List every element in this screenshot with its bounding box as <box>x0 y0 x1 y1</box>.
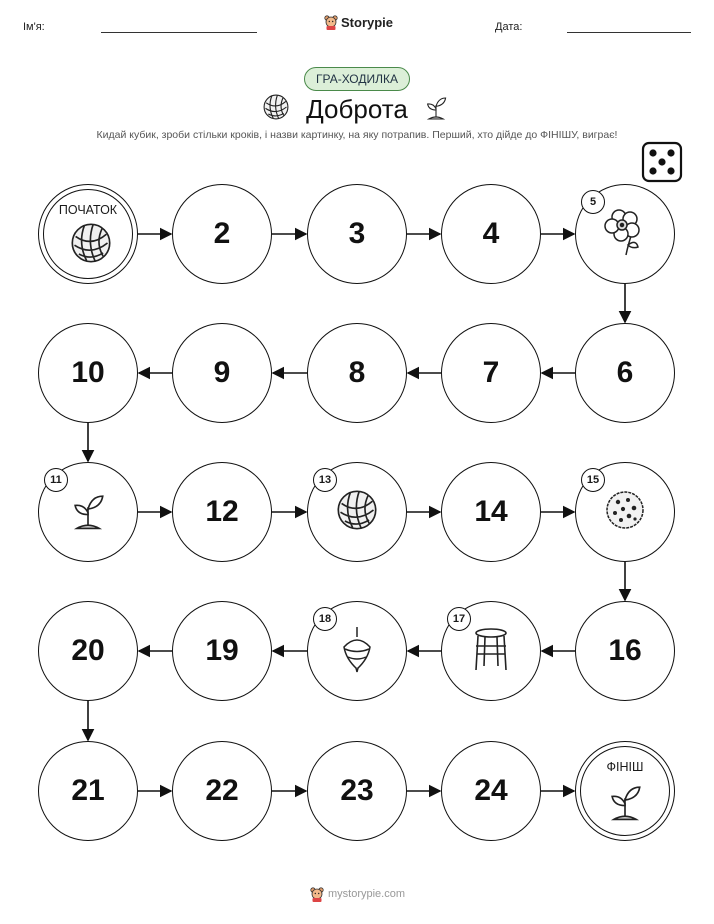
brand-name: Storypie <box>341 14 394 30</box>
board-cell-8 <box>307 323 407 423</box>
cookie-icon <box>604 489 646 536</box>
board-cell-17 <box>441 601 541 701</box>
board-cell-21 <box>38 741 138 841</box>
cell-number: 9 <box>213 356 231 389</box>
board-cell-10 <box>38 323 138 423</box>
board-cell-6 <box>575 323 675 423</box>
footer-url: mystorypie.com <box>328 888 406 900</box>
page-title: Доброта <box>306 94 408 124</box>
board-cell-14 <box>441 462 541 562</box>
cell-number: 6 <box>616 356 634 389</box>
spinning-top-icon <box>340 625 374 678</box>
board-cell-7 <box>441 323 541 423</box>
flower-icon <box>602 207 648 262</box>
board-cell-2 <box>172 184 272 284</box>
board-cell-24 <box>441 741 541 841</box>
board-cell-23 <box>307 741 407 841</box>
start-cell <box>38 184 138 284</box>
board-cell-9 <box>172 323 272 423</box>
board-cell-19 <box>172 601 272 701</box>
finish-cell <box>575 741 675 841</box>
cell-number: 23 <box>340 774 374 807</box>
cell-number: 8 <box>348 356 366 389</box>
footer <box>310 886 405 902</box>
cell-number-tag: 5 <box>581 190 605 214</box>
cell-number: 3 <box>348 217 366 250</box>
cell-number: 12 <box>205 495 239 528</box>
board-cell-12 <box>172 462 272 562</box>
cell-number-tag: 11 <box>44 468 68 492</box>
cell-number: 21 <box>71 774 105 807</box>
cell-number: 7 <box>482 356 500 389</box>
start-label: ПОЧАТОК <box>58 203 118 217</box>
bear-mascot-icon <box>310 886 324 902</box>
cell-number: 22 <box>205 774 239 807</box>
cell-number-tag: 15 <box>581 468 605 492</box>
stool-icon <box>471 626 511 677</box>
cell-number-tag: 13 <box>313 468 337 492</box>
cell-number: 14 <box>474 495 508 528</box>
cell-number: 2 <box>213 217 231 250</box>
cell-number-tag: 18 <box>313 607 337 631</box>
board-cell-18 <box>307 601 407 701</box>
name-label: Ім'я: <box>23 21 45 33</box>
cell-number: 16 <box>608 634 642 667</box>
cell-number: 10 <box>71 356 105 389</box>
yarn-ball-icon <box>335 488 379 537</box>
cell-number: 20 <box>71 634 105 667</box>
sprout-icon <box>606 778 644 829</box>
board-cell-5 <box>575 184 675 284</box>
instructions-text: Кидай кубик, зроби стільки кроків, і назви картинку, на яку потрапив. Перший, хто дійде до ФІНІШУ, виграє! <box>96 129 618 141</box>
board-cell-22 <box>172 741 272 841</box>
cell-number: 19 <box>205 634 239 667</box>
board-cell-11 <box>38 462 138 562</box>
yarn-ball-icon <box>69 221 113 270</box>
cell-number: 24 <box>474 774 508 807</box>
board-cell-3 <box>307 184 407 284</box>
game-type-badge: ГРА-ХОДИЛКА <box>304 67 410 91</box>
cell-number: 4 <box>482 217 500 250</box>
cell-number-tag: 17 <box>447 607 471 631</box>
board-cell-13 <box>307 462 407 562</box>
board-cell-20 <box>38 601 138 701</box>
date-label: Дата: <box>495 21 523 33</box>
board-cell-16 <box>575 601 675 701</box>
finish-label: ФІНІШ <box>606 760 644 774</box>
board-cell-4 <box>441 184 541 284</box>
sprout-icon <box>69 487 107 538</box>
board-cell-15 <box>575 462 675 562</box>
